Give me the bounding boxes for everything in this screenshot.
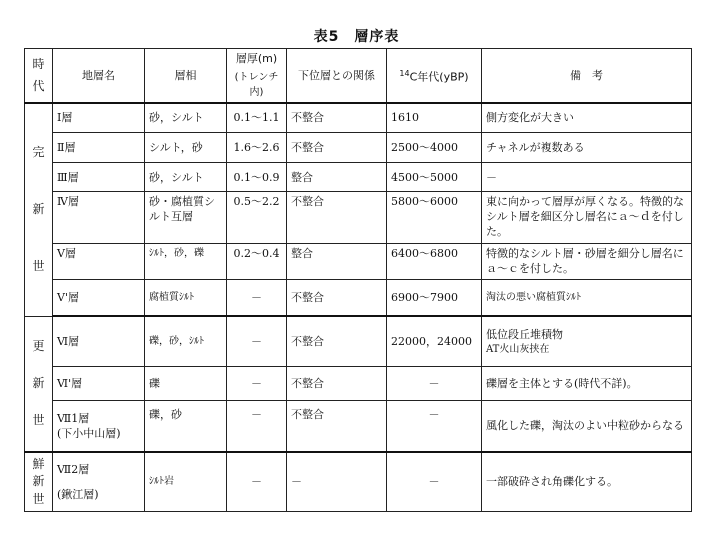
relation: 不整合	[287, 133, 387, 163]
era-pleistocene: 更 新 世	[25, 316, 53, 452]
layer-name: Ⅶ1層 (下小中山層)	[53, 401, 145, 452]
remarks: 淘汰の悪い腐植質ｼﾙﾄ	[482, 280, 692, 316]
table-row	[25, 243, 692, 279]
c14-age: 5800～6000	[387, 191, 482, 243]
header-era: 時 代	[25, 49, 53, 103]
layer-name: Ⅱ層	[53, 133, 145, 163]
table-row	[25, 280, 692, 316]
table-row	[25, 367, 692, 401]
stratigraphy-table	[24, 48, 692, 512]
facies: 礫	[145, 367, 227, 401]
remarks: 風化した礫，淘汰のよい中粒砂からなる	[482, 401, 692, 452]
era-pliocene: 鮮 新 世	[25, 452, 53, 512]
thickness: －	[227, 401, 287, 452]
table-row	[25, 133, 692, 163]
header-thickness-unit: (トレンチ内)	[234, 71, 279, 98]
c14-age: 1610	[387, 103, 482, 133]
c14-age: 6400～6800	[387, 243, 482, 279]
facies: 砂，シルト	[145, 103, 227, 133]
thickness: 0.1～1.1	[227, 103, 287, 133]
remarks: 側方変化が大きい	[482, 103, 692, 133]
facies: シルト，砂	[145, 133, 227, 163]
header-thickness: 層厚(m) (トレンチ内)	[227, 49, 287, 103]
table-row	[25, 401, 692, 452]
c14-age: －	[387, 401, 482, 452]
relation: 不整合	[287, 280, 387, 316]
facies: ｼﾙﾄ，砂，礫	[145, 243, 227, 279]
header-c14: $^{14}$C年代(yBP)	[387, 49, 482, 103]
facies: 礫，砂	[145, 401, 227, 452]
facies: ｼﾙﾄ岩	[145, 452, 227, 512]
layer-name: Ⅶ2層 (鍬江層)	[53, 452, 145, 512]
thickness: 1.6～2.6	[227, 133, 287, 163]
remarks: 礫層を主体とする(時代不詳)。	[482, 367, 692, 401]
thickness: －	[227, 316, 287, 367]
layer-name: Ⅴ層	[53, 243, 145, 279]
thickness: －	[227, 367, 287, 401]
relation: 不整合	[287, 401, 387, 452]
thickness: 0.2～0.4	[227, 243, 287, 279]
remarks: 東に向かって層厚が厚くなる。特徴的なシルト層を細区分し層名にａ～ｄを付した。	[482, 191, 692, 243]
remarks	[482, 316, 692, 367]
c14-age: －	[387, 452, 482, 512]
table-title: 表5 層序表	[313, 29, 400, 45]
layer-name: Ⅴ'層	[53, 280, 145, 316]
c14-age: －	[387, 367, 482, 401]
table-row	[25, 452, 692, 512]
remarks-line: 低位段丘堆積物	[486, 327, 563, 341]
relation: 整合	[287, 243, 387, 279]
header-relation: 下位層との関係	[287, 49, 387, 103]
layer-name: Ⅰ層	[53, 103, 145, 133]
remarks: 一部破砕され角礫化する。	[482, 452, 692, 512]
layer-name: Ⅲ層	[53, 163, 145, 191]
c14-age: 2500～4000	[387, 133, 482, 163]
table-row	[25, 191, 692, 243]
header-facies: 層相	[145, 49, 227, 103]
remarks: －	[482, 163, 692, 191]
remarks-line: AT火山灰挟在	[486, 343, 550, 355]
relation: 不整合	[287, 191, 387, 243]
c14-age: 22000，24000	[387, 316, 482, 367]
remarks: 特徴的なシルト層・砂層を細分し層名にａ～ｃを付した。	[482, 243, 692, 279]
header-row	[25, 49, 692, 103]
layer-name: Ⅳ層	[53, 191, 145, 243]
layer-name: Ⅵ層	[53, 316, 145, 367]
relation: 不整合	[287, 367, 387, 401]
facies: 腐植質ｼﾙﾄ	[145, 280, 227, 316]
facies: 砂，シルト	[145, 163, 227, 191]
relation: 整合	[287, 163, 387, 191]
relation: －	[287, 452, 387, 512]
header-remarks: 備 考	[482, 49, 692, 103]
table-row	[25, 103, 692, 133]
facies: 砂・腐植質シルト互層	[145, 191, 227, 243]
relation: 不整合	[287, 103, 387, 133]
facies: 礫，砂，ｼﾙﾄ	[145, 316, 227, 367]
header-layer: 地層名	[53, 49, 145, 103]
layer-formation: (鍬江層)	[57, 487, 99, 501]
table-row	[25, 163, 692, 191]
thickness: －	[227, 452, 287, 512]
thickness: 0.5～2.2	[227, 191, 287, 243]
layer-formation: (下小中山層)	[57, 426, 121, 440]
era-holocene: 完 新 世	[25, 103, 53, 317]
layer-name: Ⅵ'層	[53, 367, 145, 401]
c14-age: 6900～7900	[387, 280, 482, 316]
thickness: －	[227, 280, 287, 316]
relation: 不整合	[287, 316, 387, 367]
remarks: チャネルが複数ある	[482, 133, 692, 163]
table-row	[25, 316, 692, 367]
c14-age: 4500～5000	[387, 163, 482, 191]
thickness: 0.1～0.9	[227, 163, 287, 191]
